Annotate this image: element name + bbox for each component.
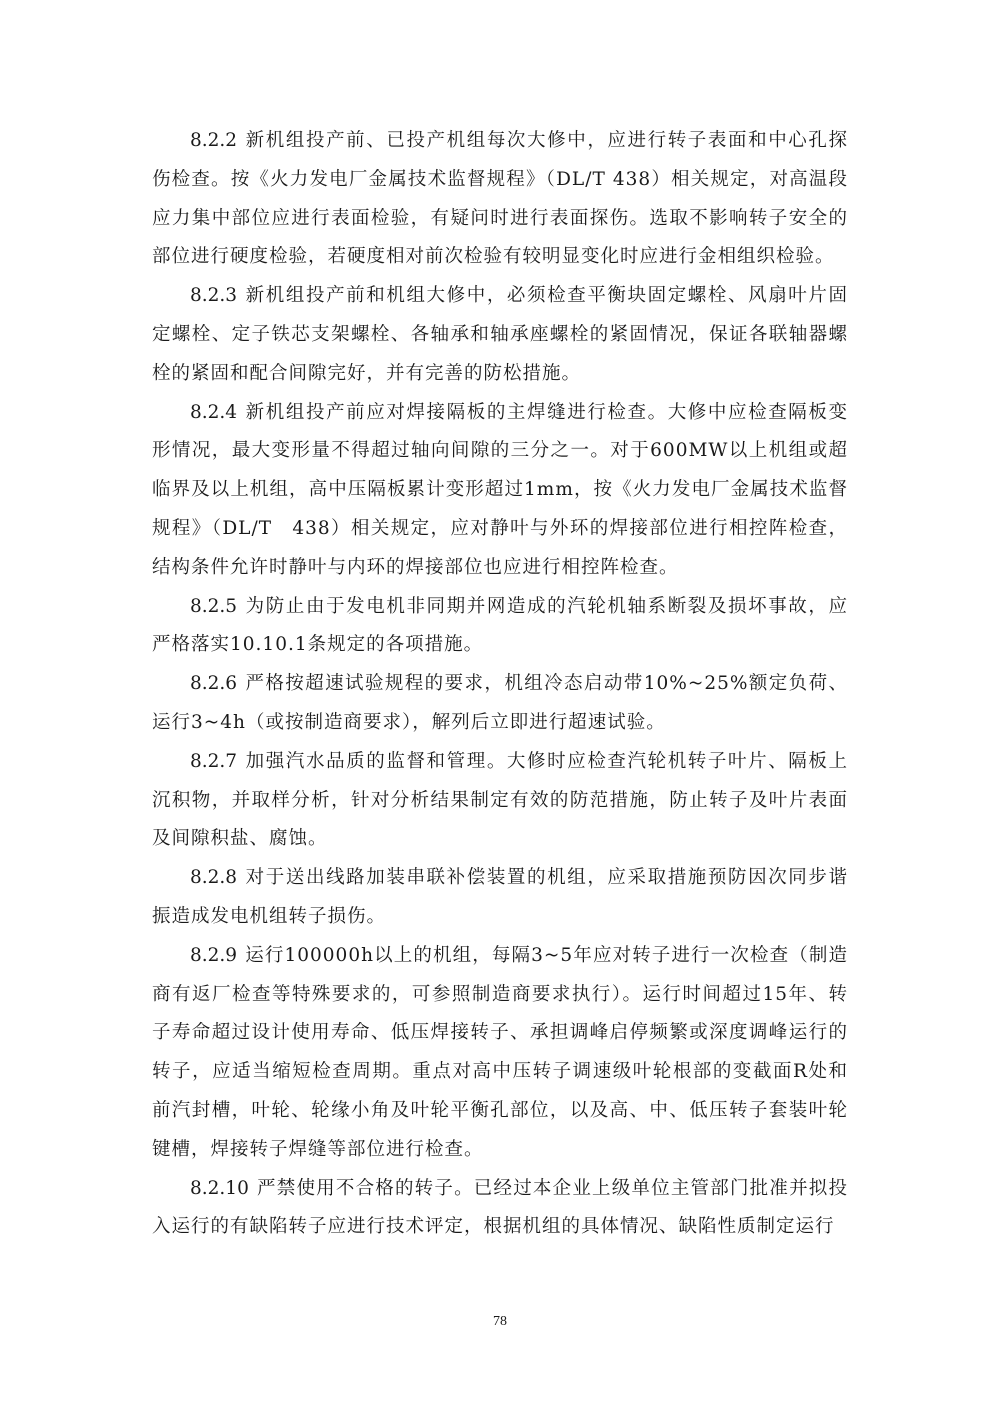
document-body [152, 122, 848, 1247]
paragraph-text: 新机组投产前、已投产机组每次大修中，应进行转子表面和中心孔探伤检查。按《火力发电厂金属技术监督规程》（DL/T 438）相关规定，对高温段应力集中部位应进行表面检验，有疑问时进行表面探伤。选取不影响转子安全的部位进行硬度检验，若硬度相对前次检验有较明显变化时应进行金相组织检验。 [152, 130, 848, 268]
clause-number: 8.2.9 [190, 944, 238, 966]
paragraph-text: 加强汽水品质的监督和管理。大修时应检查汽轮机转子叶片、隔板上沉积物，并取样分析，针对分析结果制定有效的防范措施，防止转子及叶片表面及间隙积盐、腐蚀。 [152, 750, 848, 850]
paragraph-8-2-4 [152, 394, 848, 588]
paragraph-text: 新机组投产前应对焊接隔板的主焊缝进行检查。大修中应检查隔板变形情况，最大变形量不得超过轴向间隙的三分之一。对于600MW以上机组或超临界及以上机组，高中压隔板累计变形超过1mm，按《火力发电厂金属技术监督规程》（DL/T 438）相关规定，应对静叶与外环的焊接部位进行相控阵检查，结构条件允许时静叶与内环的焊接部位也应进行相控阵检查。 [152, 401, 848, 578]
paragraph-text: 严禁使用不合格的转子。已经过本企业上级单位主管部门批准并拟投入运行的有缺陷转子应进行技术评定，根据机组的具体情况、缺陷性质制定运行 [152, 1177, 848, 1238]
paragraph-8-2-5 [152, 588, 848, 666]
paragraph-8-2-10 [152, 1170, 848, 1248]
paragraph-8-2-8 [152, 859, 848, 937]
paragraph-8-2-2 [152, 122, 848, 277]
clause-number: 8.2.3 [190, 285, 238, 307]
paragraph-text: 运行100000h以上的机组，每隔3~5年应对转子进行一次检查（制造商有返厂检查等特殊要求的，可参照制造商要求执行）。运行时间超过15年、转子寿命超过设计使用寿命、低压焊接转子、承担调峰启停频繁或深度调峰运行的转子，应适当缩短检查周期。重点对高中压转子调速级叶轮根部的变截面R处和前汽封槽，叶轮、轮缘小角及叶轮平衡孔部位，以及高、中、低压转子套装叶轮键槽，焊接转子焊缝等部位进行检查。 [152, 944, 848, 1160]
clause-number: 8.2.7 [190, 750, 238, 772]
clause-number: 8.2.8 [190, 867, 238, 889]
clause-number: 8.2.6 [190, 673, 238, 695]
clause-number: 8.2.2 [190, 130, 238, 151]
paragraph-8-2-3 [152, 277, 848, 393]
clause-number: 8.2.5 [190, 595, 238, 617]
paragraph-8-2-6 [152, 665, 848, 743]
paragraph-8-2-7 [152, 743, 848, 859]
clause-number: 8.2.10 [190, 1177, 249, 1199]
paragraph-text: 新机组投产前和机组大修中，必须检查平衡块固定螺栓、风扇叶片固定螺栓、定子铁芯支架螺栓、各轴承和轴承座螺栓的紧固情况，保证各联轴器螺栓的紧固和配合间隙完好，并有完善的防松措施。 [152, 285, 848, 384]
paragraph-8-2-9 [152, 937, 848, 1170]
paragraph-text: 对于送出线路加装串联补偿装置的机组，应采取措施预防因次同步谐振造成发电机组转子损伤。 [152, 867, 848, 927]
clause-number: 8.2.4 [190, 401, 238, 423]
page-number: 78 [493, 1314, 507, 1329]
paragraph-text: 严格按超速试验规程的要求，机组冷态启动带10%~25%额定负荷、运行3~4h（或按制造商要求），解列后立即进行超速试验。 [152, 673, 848, 733]
paragraph-text: 为防止由于发电机非同期并网造成的汽轮机轴系断裂及损坏事故，应严格落实10.10.1条规定的各项措施。 [152, 595, 848, 656]
